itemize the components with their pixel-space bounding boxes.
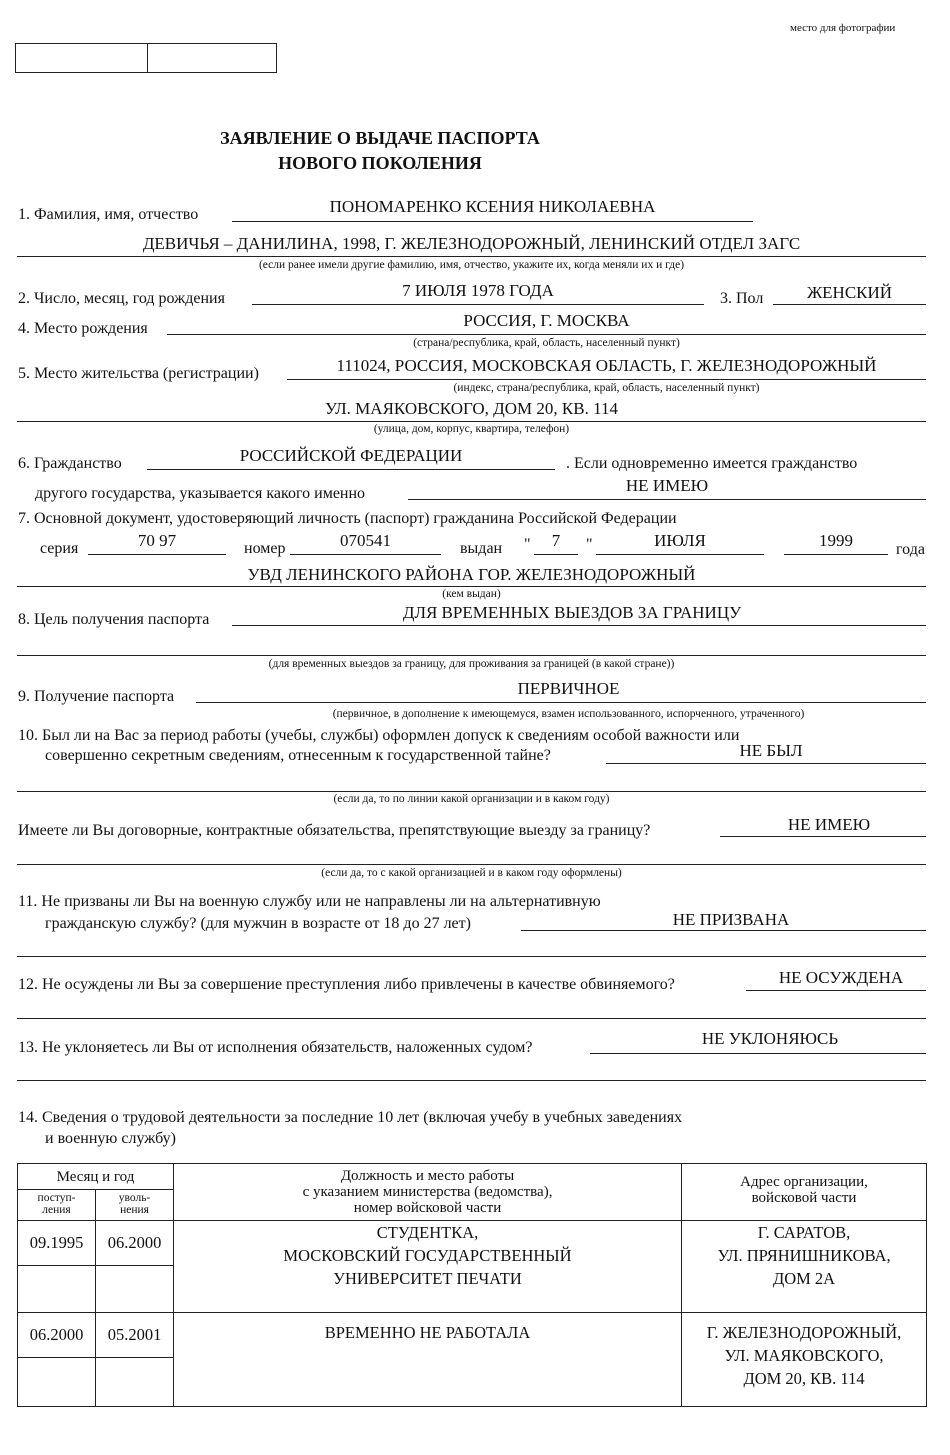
- f14-line1: 14. Сведения о трудовой деятельности за последние 10 лет (включая учебу в учебных заведениях: [18, 1109, 683, 1126]
- f10-value2: НЕ ИМЕЮ: [787, 815, 871, 834]
- row1-from: 09.1995: [18, 1221, 96, 1266]
- f7-issuer-hint: (кем выдан): [442, 588, 501, 600]
- f5-street-hint: (улица, дом, корпус, квартира, телефон): [373, 423, 570, 435]
- f7-month: ИЮЛЯ: [654, 531, 706, 550]
- header-start: поступ- ления: [18, 1190, 96, 1221]
- f7-year: 1999: [819, 531, 853, 550]
- row1-position: СТУДЕНТКА, МОСКОВСКИЙ ГОСУДАРСТВЕННЫЙ УНИВЕРСИТЕТ ПЕЧАТИ: [174, 1221, 682, 1313]
- f2-value: 7 ИЮЛЯ 1978 ГОДА: [402, 281, 554, 300]
- f10-hint: (если да, то по линии какой организации и в каком году): [333, 793, 610, 805]
- f5-label: 5. Место жительства (регистрации): [18, 365, 259, 382]
- photo-place-label: место для фотографии: [790, 22, 896, 34]
- form-title-line2: НОВОГО ПОКОЛЕНИЯ: [278, 153, 482, 173]
- header-end: уволь- нения: [96, 1190, 174, 1221]
- registration-box: [15, 43, 277, 73]
- f1-prev-names: ДЕВИЧЬЯ – ДАНИЛИНА, 1998, Г. ЖЕЛЕЗНОДОРОЖНЫЙ, ЛЕНИНСКИЙ ОТДЕЛ ЗАГС: [142, 234, 801, 253]
- f6-tail: . Если одновременно имеется гражданство: [566, 455, 858, 472]
- f6-value: РОССИЙСКОЙ ФЕДЕРАЦИИ: [239, 446, 463, 465]
- f7-number-label: номер: [244, 540, 286, 557]
- form-title-line1: ЗАЯВЛЕНИЕ О ВЫДАЧЕ ПАСПОРТА: [220, 128, 540, 148]
- row2-address: Г. ЖЕЛЕЗНОДОРОЖНЫЙ, УЛ. МАЯКОВСКОГО, ДОМ 20, КВ. 114: [682, 1313, 927, 1407]
- f10-hint2: (если да, то с какой организацией и в каком году оформлены): [321, 867, 622, 879]
- f8-hint: (для временных выездов за границу, для проживания за границей (в какой стране)): [268, 658, 675, 670]
- f4-label: 4. Место рождения: [18, 320, 148, 337]
- f7-quote-open: ": [524, 536, 531, 553]
- row1-address: Г. САРАТОВ, УЛ. ПРЯНИШНИКОВА, ДОМ 2А: [682, 1221, 927, 1313]
- f5-hint: (индекс, страна/республика, край, область, населенный пункт): [453, 382, 760, 394]
- f7-number: 070541: [340, 531, 391, 550]
- f4-value: РОССИЯ, Г. МОСКВА: [463, 311, 630, 330]
- f3-label: 3. Пол: [720, 290, 764, 307]
- f10-line2: совершенно секретным сведениям, отнесенным к государственной тайне?: [45, 747, 551, 764]
- row1-to: 06.2000: [96, 1221, 174, 1266]
- f12-value: НЕ ОСУЖДЕНА: [778, 968, 904, 987]
- f11-line1: 11. Не призваны ли Вы на военную службу или не направлены ли на альтернативную: [18, 893, 601, 910]
- row2-to: 05.2001: [96, 1313, 174, 1358]
- f2-label: 2. Число, месяц, год рождения: [18, 290, 225, 307]
- f5-street: УЛ. МАЯКОВСКОГО, ДОМ 20, КВ. 114: [325, 399, 618, 418]
- f9-hint: (первичное, в дополнение к имеющемуся, взамен использованного, испорченного, утраченного): [332, 708, 805, 720]
- f4-hint: (страна/республика, край, область, населенный пункт): [413, 337, 680, 349]
- header-position: Должность и место работы с указанием министерства (ведомства), номер войсковой части: [174, 1164, 682, 1221]
- f11-value: НЕ ПРИЗВАНА: [672, 910, 790, 929]
- f7-label: 7. Основной документ, удостоверяющий личность (паспорт) гражданина Российской Федерации: [18, 510, 677, 527]
- header-date: Месяц и год: [18, 1164, 174, 1190]
- f10-line1: 10. Был ли на Вас за период работы (учебы, службы) оформлен допуск к сведениям особой важности или: [18, 727, 740, 744]
- f13-label: 13. Не уклоняетесь ли Вы от исполнения обязательств, наложенных судом?: [18, 1039, 533, 1056]
- f7-quote-close: ": [586, 536, 593, 553]
- f7-day: 7: [551, 531, 561, 550]
- f6-value2: НЕ ИМЕЮ: [625, 476, 709, 495]
- work-history-table: [17, 1163, 927, 1407]
- table-row: [18, 1221, 927, 1266]
- f8-label: 8. Цель получения паспорта: [18, 611, 210, 628]
- f13-value: НЕ УКЛОНЯЮСЬ: [701, 1029, 839, 1048]
- f10-value: НЕ БЫЛ: [739, 741, 803, 760]
- f6-label2: другого государства, указывается какого именно: [35, 485, 366, 502]
- header-address: Адрес организации, войсковой части: [682, 1164, 927, 1221]
- row2-position: ВРЕМЕННО НЕ РАБОТАЛА: [174, 1313, 682, 1407]
- f7-series-label: серия: [40, 540, 79, 557]
- f8-value: ДЛЯ ВРЕМЕННЫХ ВЫЕЗДОВ ЗА ГРАНИЦУ: [402, 603, 742, 622]
- f9-label: 9. Получение паспорта: [18, 688, 175, 705]
- f12-label: 12. Не осуждены ли Вы за совершение преступления либо привлечены в качестве обвиняемого?: [18, 976, 675, 993]
- f7-series: 70 97: [137, 531, 177, 550]
- f6-label: 6. Гражданство: [18, 455, 122, 472]
- f7-issued-label: выдан: [460, 540, 503, 557]
- f1-value: ПОНОМАРЕНКО КСЕНИЯ НИКОЛАЕВНА: [329, 197, 656, 216]
- f3-value: ЖЕНСКИЙ: [806, 283, 893, 302]
- f10-q2: Имеете ли Вы договорные, контрактные обязательства, препятствующие выезду за границу?: [18, 822, 651, 839]
- row2-from: 06.2000: [18, 1313, 96, 1358]
- f11-line2: гражданскую службу? (для мужчин в возрасте от 18 до 27 лет): [45, 915, 471, 932]
- f14-line2: и военную службу): [45, 1130, 176, 1147]
- f1-label: 1. Фамилия, имя, отчество: [18, 206, 199, 223]
- table-row: [18, 1313, 927, 1358]
- f9-value: ПЕРВИЧНОЕ: [517, 679, 620, 698]
- f7-year-label: года: [896, 541, 925, 558]
- f5-value: 111024, РОССИЯ, МОСКОВСКАЯ ОБЛАСТЬ, Г. ЖЕЛЕЗНОДОРОЖНЫЙ: [336, 356, 877, 375]
- f1-hint: (если ранее имели другие фамилию, имя, отчество, укажите их, когда меняли их и где): [258, 259, 685, 271]
- f7-issuer: УВД ЛЕНИНСКОГО РАЙОНА ГОР. ЖЕЛЕЗНОДОРОЖНЫЙ: [247, 565, 696, 584]
